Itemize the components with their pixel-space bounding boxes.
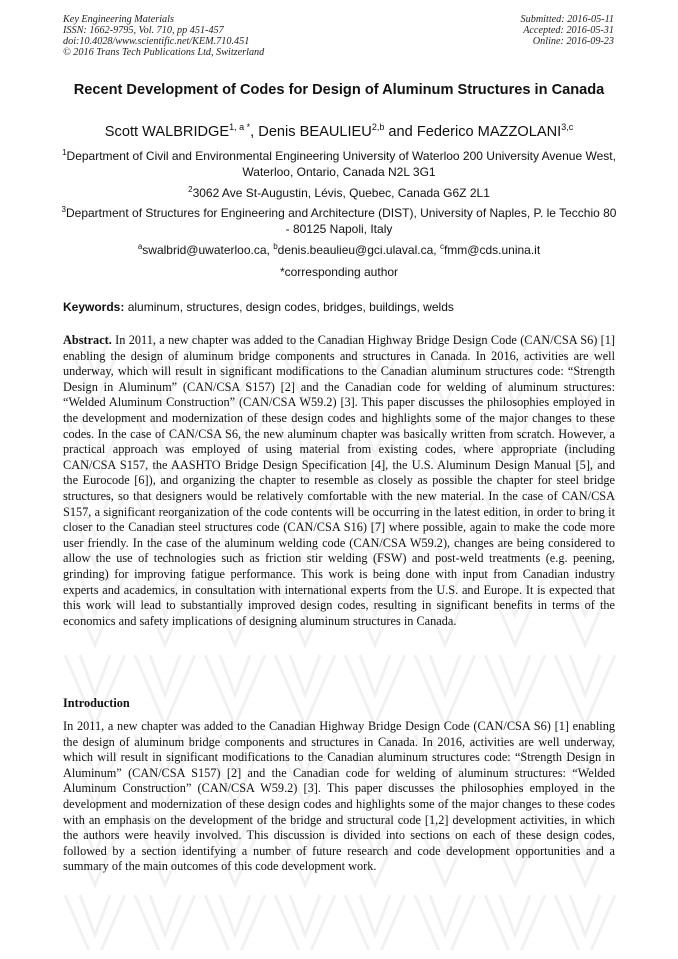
email-mark: c [439, 242, 444, 251]
email-mark: a [137, 242, 143, 251]
online-date: Online: 2016-09-23 [532, 36, 614, 47]
author-affiliation-mark: 3,c [561, 122, 574, 132]
affiliation-text: 3062 Ave St-Augustin, Lévis, Quebec, Canada G6Z 2L1 [192, 186, 490, 200]
journal-doi: doi:10.4028/www.scientific.net/KEM.710.451 [63, 36, 250, 47]
abstract [63, 333, 615, 629]
email-link[interactable]: denis.beaulieu@gci.ulaval.ca [277, 243, 434, 257]
submitted-date: Submitted: 2016-05-11 [520, 14, 614, 25]
affiliation-number: 2 [188, 185, 193, 194]
author-name: Scott WALBRIDGE [104, 124, 230, 140]
author-list [40, 123, 638, 141]
email-link[interactable]: fmm@cds.unina.it [443, 243, 541, 257]
journal-header [0, 14, 678, 66]
author-separator: , [250, 124, 259, 140]
author-name: Denis BEAULIEU [258, 124, 372, 140]
abstract-text: In 2011, a new chapter was added to the Canadian Highway Bridge Design Code (CAN/CSA S6) [1] enabling the design of aluminum bridge components and structures in Canada. In 2016, activities are well underway, which will result in significant modifications to the Canadian aluminum structures code: “Strength Design in Aluminum” (CAN/CSA S157) [2] and the Canadian code for welding of aluminum structures: “Welded Aluminum Construction” (CAN/CSA W59.2) [3]. This paper discusses the philosophies employed in the development and modernization of these design codes and highlights some of the major changes to these codes. In the case of CAN/CSA S6, the new aluminum chapter was basically written from scratch. However, a practical approach was employed of using material from existing codes, where appropriate (including CAN/CSA S157, the AASHTO Bridge Design Specification [4], the U.S. Aluminum Design Manual [5], and the Eurocode [6]), and organizing the chapter to resemble as closely as possible the chapter for steel bridge structures, so that designers would be relatively comfortable with the new material. In the case of CAN/CSA S157, a significant reorganization of the code contents will be occurring in the latest edition, in order to bring it closer to the Canadian steel structures code (CAN/CSA S16) [7] where possible, again to make the code more user friendly. In the case of the aluminum welding code (CAN/CSA W59.2), changes are being considered to allow the use of technologies such as friction stir welding (FSW) and post-weld treatments (e.g. peening, grinding) for improving fatigue performance. This work is being done with input from Canadian industry experts and academics, in consultation with international experts from the U.S. and Europe. It is expected that this work will lead to substantially improved design codes, resulting in significant benefits in terms of the economics and safety implications of designing aluminum structures in Canada. [63, 333, 615, 628]
affiliation-number: 1 [62, 148, 67, 157]
affiliation-number: 3 [61, 205, 66, 214]
corresponding-author-note: *corresponding author [279, 265, 399, 279]
accepted-date: Accepted: 2016-05-31 [523, 25, 614, 36]
keywords-label: Keywords: [63, 300, 125, 314]
email-separator: , [433, 243, 440, 257]
email-link[interactable]: swalbrid@uwaterloo.ca [142, 243, 267, 257]
paper-title: Recent Development of Codes for Design of Aluminum Structures in Canada [73, 82, 605, 98]
keywords-text: aluminum, structures, design codes, bridges, buildings, welds [127, 300, 454, 314]
publication-dates [521, 14, 614, 47]
affiliation-text: Department of Civil and Environmental Engineering University of Waterloo 200 University Avenue West, Waterloo, Ontario, Canada N2L 3G1 [66, 149, 616, 179]
affiliation-3 [60, 206, 618, 237]
email-separator: , [266, 243, 274, 257]
author-name: Federico MAZZOLANI [416, 124, 562, 140]
email-mark: b [273, 242, 278, 251]
author-separator: and [384, 124, 417, 140]
journal-copyright: © 2016 Trans Tech Publications Ltd, Switzerland [63, 47, 265, 58]
journal-info [63, 14, 264, 58]
author-affiliation-mark: 1, a * [229, 122, 251, 132]
journal-issn: ISSN: 1662-9795, Vol. 710, pp 451-457 [63, 25, 224, 36]
journal-name: Key Engineering Materials [63, 14, 174, 25]
author-affiliation-mark: 2,b [371, 122, 385, 132]
introduction-text: In 2011, a new chapter was added to the Canadian Highway Bridge Design Code (CAN/CSA S6) [1] enabling the design of aluminum bridge components and structures in Canada. In 2016, activities are well underway, which will result in significant modifications to the Canadian aluminum structures code: “Strength Design in Aluminum” (CAN/CSA S157) [2] and the Canadian code for welding of aluminum structures: “Welded Aluminum Construction” (CAN/CSA W59.2) [3]. This paper discusses the philosophies employed in the development and modernization of these design codes and highlights some of the major changes to these codes with an emphasis on the development of the bridge and structural code [1,2] development activities, in which the authors were heavily involved. This discussion is divided into sections on each of these design codes, followed by a section identifying a number of future research and code development opportunities and a summary of the main outcomes of this code development work. [63, 719, 615, 874]
affiliation-1 [60, 149, 618, 180]
introduction-heading: Introduction [63, 696, 130, 710]
author-emails [60, 243, 618, 259]
affiliation-2 [60, 186, 618, 202]
keywords [63, 300, 615, 315]
affiliation-text: Department of Structures for Engineering and Architecture (DIST), University of Naples, P. le Tecchio 80 - 80125 Napoli, Italy [65, 206, 617, 236]
abstract-label: Abstract. [63, 333, 112, 347]
